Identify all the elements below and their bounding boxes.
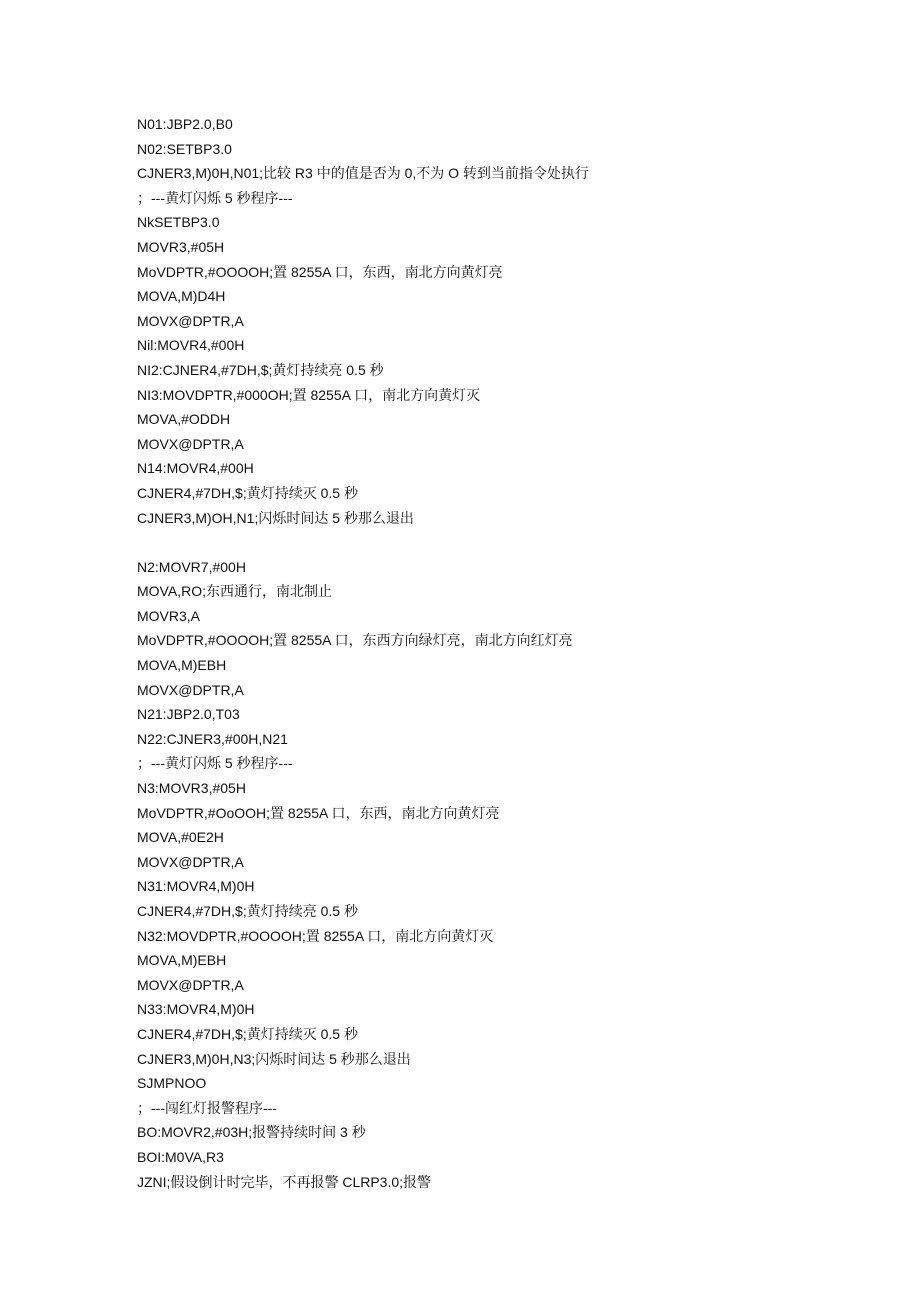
code-line: NkSETBP3.0 xyxy=(137,214,220,231)
code-line: CJNER3,M)0H,N01;比较 R3 中的值是否为 0,不为 O 转到当前指令处执行 xyxy=(137,165,589,182)
code-line: Nil:MOVR4,#00H xyxy=(137,337,245,354)
comment-line: ；---闯红灯报警程序--- xyxy=(137,1099,277,1116)
code-line: MOVX@DPTR,A xyxy=(137,976,244,993)
blank-line xyxy=(137,530,837,555)
code-line: MOVX@DPTR,A xyxy=(137,681,244,698)
code-line: JZNI;假设倒计时完毕，不再报警 CLRP3.0;报警 xyxy=(137,1173,432,1190)
code-line: CJNER3,M)OH,N1;闪烁时间达 5 秒那么退出 xyxy=(137,509,414,526)
code-line: MOVX@DPTR,A xyxy=(137,435,244,452)
code-listing xyxy=(137,112,837,1194)
comment-line: ；---黄灯闪烁 5 秒程序--- xyxy=(137,755,293,772)
code-line: N22:CJNER3,#00H,N21 xyxy=(137,730,288,747)
code-line: MoVDPTR,#OOOOH;置 8255A 口，东西，南北方向黄灯亮 xyxy=(137,263,503,280)
code-line: MOVX@DPTR,A xyxy=(137,853,244,870)
code-line: MOVR3,A xyxy=(137,607,201,624)
code-line: N33:MOVR4,M)0H xyxy=(137,1001,255,1018)
code-line: N31:MOVR4,M)0H xyxy=(137,878,255,895)
code-line: CJNER4,#7DH,$;黄灯持续灭 0.5 秒 xyxy=(137,484,358,501)
code-line: BO:MOVR2,#03H;报警持续时间 3 秒 xyxy=(137,1124,366,1141)
code-line: MOVR3,#05H xyxy=(137,238,225,255)
code-line: N21:JBP2.0,T03 xyxy=(137,706,240,723)
code-line: MoVDPTR,#OoOOH;置 8255A 口，东西，南北方向黄灯亮 xyxy=(137,804,500,821)
code-line: CJNER3,M)0H,N3;闪烁时间达 5 秒那么退出 xyxy=(137,1050,411,1067)
code-line: MOVA,#0E2H xyxy=(137,829,224,846)
code-line: MOVA,M)EBH xyxy=(137,657,227,674)
code-line: SJMPNOO xyxy=(137,1075,207,1092)
code-line: NI3:MOVDPTR,#000OH;置 8255A 口，南北方向黄灯灭 xyxy=(137,386,481,403)
code-line: MOVX@DPTR,A xyxy=(137,312,244,329)
code-line: N2:MOVR7,#00H xyxy=(137,558,246,575)
code-line: MOVA,#ODDH xyxy=(137,411,231,428)
code-line: N02:SETBP3.0 xyxy=(137,140,232,157)
code-line: N3:MOVR3,#05H xyxy=(137,780,246,797)
code-line: MOVA,M)EBH xyxy=(137,952,227,969)
code-line: N01:JBP2.0,B0 xyxy=(137,116,233,132)
comment-line: ；---黄灯闪烁 5 秒程序--- xyxy=(137,189,293,206)
code-line: CJNER4,#7DH,$;黄灯持续灭 0.5 秒 xyxy=(137,1025,358,1042)
code-line: NI2:CJNER4,#7DH,$;黄灯持续亮 0.5 秒 xyxy=(137,361,384,378)
code-line: MOVA,RO;东西通行，南北制止 xyxy=(137,583,332,600)
code-line: CJNER4,#7DH,$;黄灯持续亮 0.5 秒 xyxy=(137,903,358,919)
code-line: MOVA,M)D4H xyxy=(137,288,226,305)
code-line: BOI:M0VA,R3 xyxy=(137,1148,224,1165)
code-line: N32:MOVDPTR,#OOOOH;置 8255A 口，南北方向黄灯灭 xyxy=(137,927,494,944)
code-line: N14:MOVR4,#00H xyxy=(137,460,254,477)
code-line: MoVDPTR,#OOOOH;置 8255A 口，东西方向绿灯亮，南北方向红灯亮 xyxy=(137,632,573,649)
